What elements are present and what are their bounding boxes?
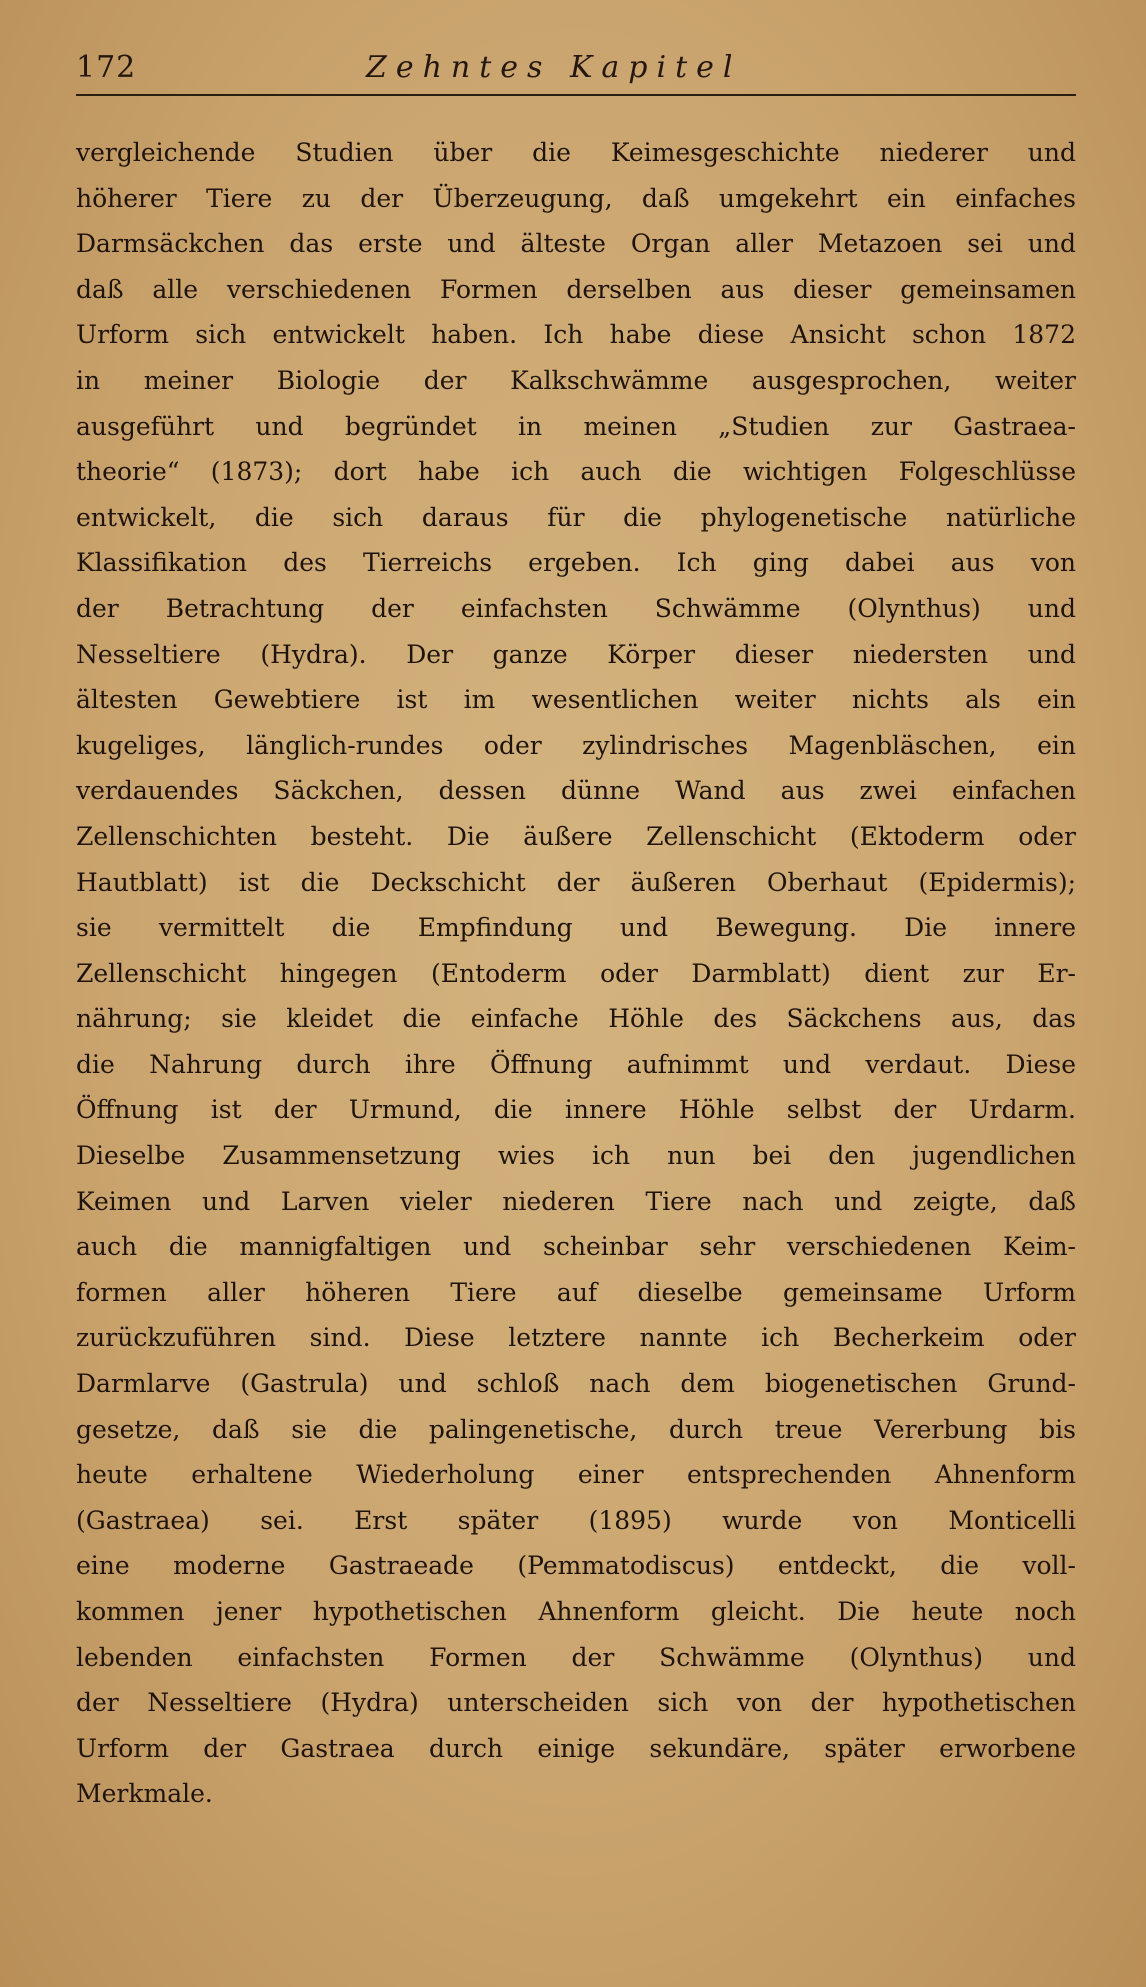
text-line: verdauendes Säckchen, dessen dünne Wand aus zwei einfachen bbox=[76, 776, 1076, 806]
text-line: theorie“ (1873); dort habe ich auch die wichtigen Folgeschlüsse bbox=[76, 457, 1076, 487]
page-number: 172 bbox=[76, 50, 137, 85]
text-line: Dieselbe Zusammensetzung wies ich nun bei den jugendlichen bbox=[76, 1141, 1076, 1171]
text-line: gesetze, daß sie die palingenetische, durch treue Vererbung bis bbox=[76, 1414, 1076, 1444]
text-line: Nesseltiere (Hydra). Der ganze Körper dieser niedersten und bbox=[76, 639, 1076, 669]
text-line: lebenden einfachsten Formen der Schwämme (Olynthus) und bbox=[76, 1642, 1076, 1672]
text-line: kugeliges, länglich-rundes oder zylindrisches Magenbläschen, ein bbox=[76, 730, 1076, 760]
text-line: Keimen und Larven vieler niederen Tiere nach und zeigte, daß bbox=[76, 1186, 1076, 1216]
text-line: Merkmale. bbox=[76, 1779, 213, 1809]
text-line: ältesten Gewebtiere ist im wesentlichen weiter nichts als ein bbox=[76, 685, 1076, 715]
text-line: die Nahrung durch ihre Öffnung aufnimmt und verdaut. Diese bbox=[76, 1049, 1076, 1079]
text-line: Zellenschicht hingegen (Entoderm oder Darmblatt) dient zur Er- bbox=[76, 958, 1076, 988]
text-line: zurückzuführen sind. Diese letztere nannte ich Becherkeim oder bbox=[76, 1323, 1076, 1353]
text-line: ausgeführt und begründet in meinen „Studien zur Gastraea- bbox=[76, 411, 1076, 441]
text-line: der Betrachtung der einfachsten Schwämme (Olynthus) und bbox=[76, 593, 1076, 623]
text-line: auch die mannigfaltigen und scheinbar sehr verschiedenen Keim- bbox=[76, 1232, 1076, 1262]
text-line: Öffnung ist der Urmund, die innere Höhle selbst der Urdarm. bbox=[76, 1095, 1076, 1125]
text-line: entwickelt, die sich daraus für die phylogenetische natürliche bbox=[76, 502, 1076, 532]
text-line: Darmsäckchen das erste und älteste Organ aller Metazoen sei und bbox=[76, 229, 1076, 259]
text-line: daß alle verschiedenen Formen derselben aus dieser gemeinsamen bbox=[76, 274, 1076, 304]
text-line: Darmlarve (Gastrula) und schloß nach dem biogenetischen Grund- bbox=[76, 1369, 1076, 1399]
text-line: kommen jener hypothetischen Ahnenform gleicht. Die heute noch bbox=[76, 1597, 1076, 1626]
text-line: (Gastraea) sei. Erst später (1895) wurde von Monticelli bbox=[76, 1505, 1076, 1535]
text-line: höherer Tiere zu der Überzeugung, daß umgekehrt ein einfaches bbox=[76, 183, 1076, 213]
text-line: eine moderne Gastraeade (Pemmatodiscus) entdeckt, die voll- bbox=[76, 1551, 1076, 1581]
body-text bbox=[76, 130, 1076, 1817]
text-line: vergleichende Studien über die Keimesgeschichte niederer und bbox=[76, 138, 1076, 167]
running-head: Zehntes Kapitel bbox=[366, 50, 742, 85]
text-line: Zellenschichten besteht. Die äußere Zellenschicht (Ektoderm oder bbox=[76, 821, 1076, 851]
text-line: sie vermittelt die Empfindung und Bewegung. Die innere bbox=[76, 913, 1076, 943]
page-header bbox=[76, 48, 1076, 96]
text-line: der Nesseltiere (Hydra) unterscheiden sich von der hypothetischen bbox=[76, 1688, 1076, 1718]
text-line: in meiner Biologie der Kalkschwämme ausgesprochen, weiter bbox=[76, 365, 1076, 395]
text-line: heute erhaltene Wiederholung einer entsprechenden Ahnenform bbox=[76, 1460, 1076, 1490]
text-line: Hautblatt) ist die Deckschicht der äußeren Oberhaut (Epidermis); bbox=[76, 867, 1076, 897]
text-line: Urform sich entwickelt haben. Ich habe diese Ansicht schon 1872 bbox=[76, 320, 1076, 350]
text-line: formen aller höheren Tiere auf dieselbe gemeinsame Urform bbox=[76, 1277, 1076, 1307]
text-line: Klassifikation des Tierreichs ergeben. Ich ging dabei aus von bbox=[76, 548, 1076, 578]
text-line: nährung; sie kleidet die einfache Höhle des Säckchens aus, das bbox=[76, 1004, 1076, 1034]
text-line: Urform der Gastraea durch einige sekundäre, später erworbene bbox=[76, 1733, 1076, 1763]
